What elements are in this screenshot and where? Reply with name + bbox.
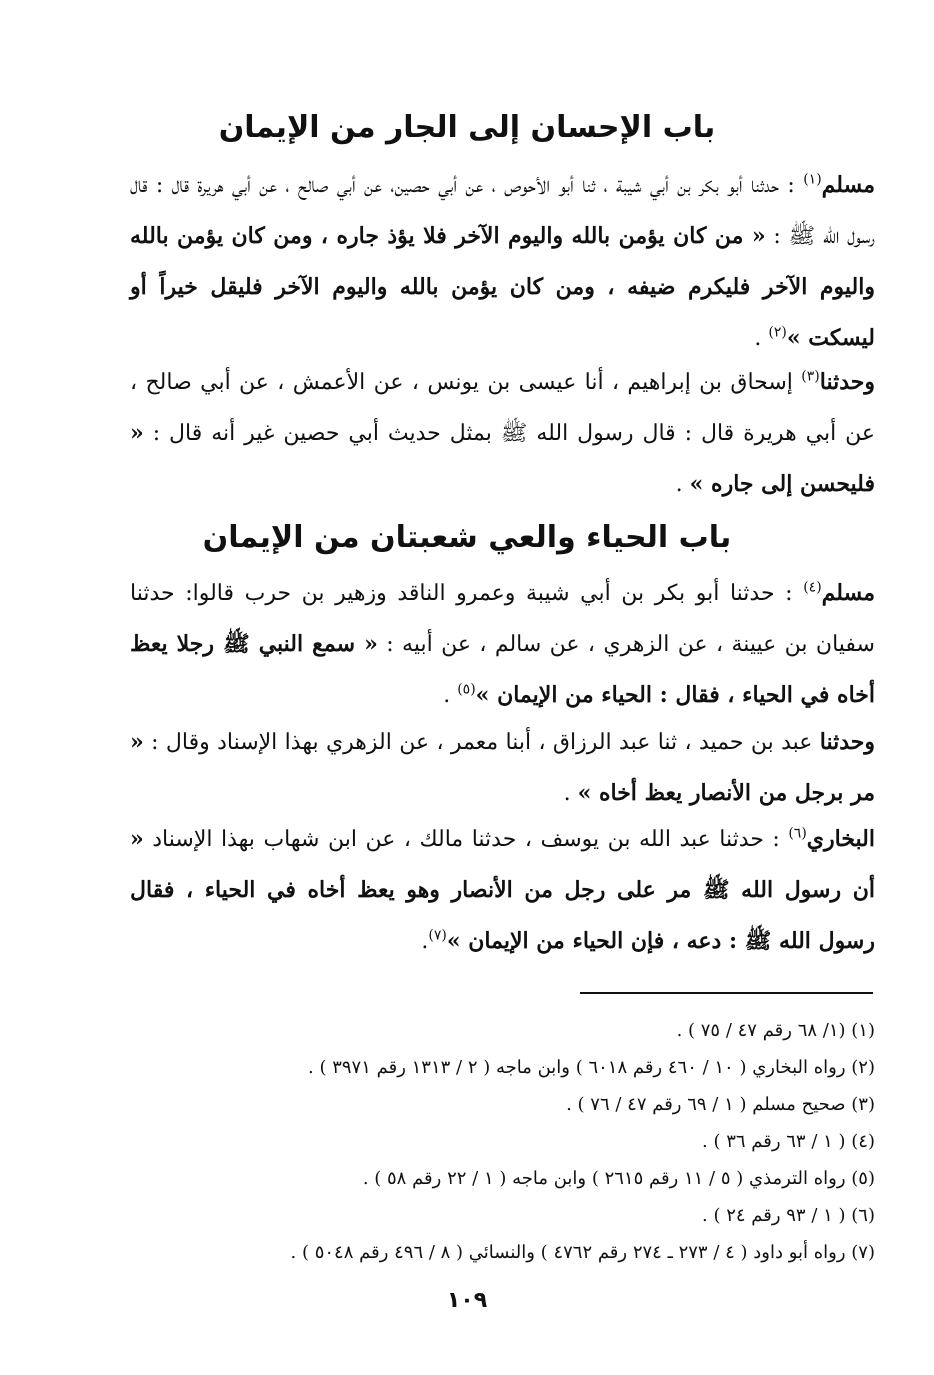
paragraph-end: . (421, 929, 429, 954)
hadith-text: « مر برجل من الأنصار يعظ أخاه » (130, 729, 875, 806)
isnad-text: : حدثنا أبو بكر بن أبي شيبة ، ثنا أبو الأحوص ، عن أبي حصين، عن أبي صالح ، عن أبي هريرة قال : قال رسول الله ﷺ : (130, 173, 876, 249)
narrator-lead: وحدثنا (819, 369, 875, 395)
isnad-text: عبد بن حميد ، ثنا عبد الرزاق ، أبنا معمر ، عن الزهري بهذا الإسناد وقال : (143, 730, 820, 755)
isnad-text: إسحاق بن إبراهيم ، أنا عيسى بن يونس ، عن الأعمش ، عن أبي صالح ، عن أبي هريرة قال : قال رسول الله ﷺ بمثل حديث أبي حصين غير أنه قال : (130, 370, 875, 446)
footnote-5: (٥) رواه الترمذي ( ٥ / ١١ رقم ٢٦١٥ ) وابن ماجه ( ١ / ٢٢ رقم ٥٨ ) . (362, 1168, 875, 1189)
narrator-lead: مسلم (821, 172, 875, 198)
narrator-lead: البخاري (806, 826, 875, 852)
narrator-lead: مسلم (821, 580, 875, 606)
page-number: ١٠٩ (446, 1288, 488, 1313)
paragraph-5 (130, 814, 875, 967)
paragraph-2 (130, 357, 875, 510)
isnad-text: : حدثنا عبد الله بن يوسف ، حدثنا مالك ، عن ابن شهاب بهذا الإسناد (143, 827, 789, 852)
footnote-ref: (٢) (768, 324, 787, 341)
footnote-ref: (٣) (801, 368, 820, 385)
paragraph-end: . (563, 781, 578, 806)
paragraph-3 (130, 568, 875, 721)
footnote-4: (٤) ( ١ / ٦٣ رقم ٣٦ ) . (702, 1131, 875, 1152)
paragraph-4 (130, 717, 875, 819)
paragraph-end: . (675, 472, 690, 497)
footnote-7: (٧) رواه أبو داود ( ٤ / ٢٧٣ ـ ٢٧٤ رقم ٤٧٦٢ ) والنسائي ( ٨ / ٤٩٦ رقم ٥٠٤٨ ) . (290, 1242, 875, 1263)
footnote-ref: (٥) (457, 681, 476, 698)
hadith-text: « فليحسن إلى جاره » (130, 420, 875, 497)
hadith-text: « من كان يؤمن بالله واليوم الآخر فلا يؤذ جاره ، ومن كان يؤمن بالله واليوم الآخر فليكرم ضيفه ، ومن كان يؤمن بالله واليوم الآخر فليقل خيراً أو ليسكت » (130, 223, 875, 351)
footnote-2: (٢) رواه البخاري ( ١٠ / ٤٦٠ رقم ٦٠١٨ ) وابن ماجه ( ٢ / ١٣١٣ رقم ٣٩٧١ ) . (308, 1057, 875, 1078)
footnotes (150, 1012, 875, 1271)
paragraph-end: . (754, 326, 769, 351)
footnote-6: (٦) ( ١ / ٩٣ رقم ٢٤ ) . (702, 1205, 875, 1226)
paragraph-end: . (443, 683, 458, 708)
hadith-text: « أن رسول الله ﷺ مر على رجل من الأنصار وهو يعظ أخاه في الحياء ، فقال رسول الله ﷺ : دعه ، فإن الحياء من الإيمان » (130, 826, 875, 954)
footnote-1: (١) (١/ ٦٨ رقم ٤٧ / ٧٥ ) . (676, 1020, 875, 1041)
chapter-heading-2: باب الحياء والعي شعبتان من الإيمان (202, 520, 732, 555)
isnad-text: : حدثنا أبو بكر بن أبي شيبة وعمرو الناقد وزهير بن حرب قالوا: حدثنا سفيان بن عيينة ، عن الزهري ، عن سالم ، عن أبيه : (130, 581, 875, 657)
footnote-ref: (١) (803, 171, 822, 188)
hadith-text: « سمع النبي ﷺ رجلا يعظ أخاه في الحياء ، فقال : الحياء من الإيمان » (130, 631, 875, 708)
footnote-ref: (٦) (788, 825, 807, 842)
narrator-lead: وحدثنا (819, 729, 875, 755)
footnote-separator (580, 992, 873, 994)
footnote-ref: (٤) (803, 579, 822, 596)
footnote-ref: (٧) (428, 927, 447, 944)
chapter-heading-1: باب الإحسان إلى الجار من الإيمان (218, 110, 716, 145)
paragraph-1 (130, 160, 875, 364)
footnote-3: (٣) صحيح مسلم ( ١ / ٦٩ رقم ٤٧ / ٧٦ ) . (566, 1094, 875, 1115)
